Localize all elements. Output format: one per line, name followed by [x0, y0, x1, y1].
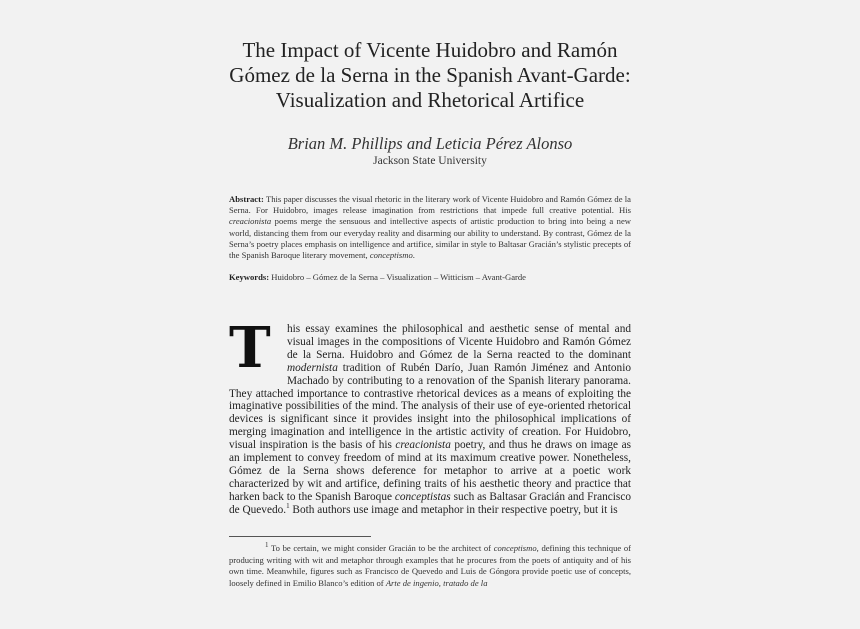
footnote-divider	[229, 536, 371, 537]
body-text-4: such as Baltasar Gracián and Francisco de Quevedo.	[229, 490, 631, 516]
footnote-em-2: Arte de ingenio, tratado de la	[385, 577, 488, 588]
keywords-label: Keywords:	[229, 272, 270, 282]
body-text	[229, 315, 631, 517]
paper-title	[180, 38, 680, 113]
body-text-2: tradition of Rubén Darío, Juan Ramón Jiménez and Antonio Machado by contributing to a renovation of the Spanish literary panorama. They attached importance to contrastive rhetorical devices as a means of exploiting the imaginative possibilities of the mind. The analysis of their use of eye-oriented rhetorical devices is significant since it provides insight into the philosophical implications of merging imagination and intelligence in the artistic activity of creation. For Huidobro, visual inspiration is the basis of his	[229, 361, 631, 452]
abstract-text-2: poems merge the sensuous and intellective aspects of artistic production to bring into being a new world, distancing them from our everyday reality and disarming our ability to understand. By contrast, Gómez de la Serna’s poetry places emphasis on intelligence and artifice, similar in style to Baltasar Gracián’s stylistic precepts of the Spanish Baroque literary movement,	[229, 216, 631, 261]
body-em-3: conceptistas	[394, 490, 451, 503]
footnote-text-1: To be certain, we might consider Gracián to be the architect of	[268, 543, 494, 553]
body-em-1: modernista	[287, 361, 338, 374]
title-line-3: Visualization and Rhetorical Artifice	[275, 88, 585, 112]
abstract	[229, 194, 631, 261]
body-paragraph	[229, 315, 631, 517]
abstract-text-1: This paper discusses the visual rhetoric in the literary work of Vicente Huidobro and Ramón Gómez de la Serna. For Huidobro, images release imagination from restrictions that impede full creative potential. His	[229, 194, 631, 216]
paper-affiliation: Jackson State University	[373, 155, 487, 167]
body-text-3: poetry, and thus he draws on image as an implement to convey freedom of mind at its maximum creative power. Nonetheless, Gómez de la Serna shows deference for metaphor to arrive at a poetic work characterized by wit and artifice, defining traits of his aesthetic theory and practice that harken back to the Spanish Baroque	[229, 439, 631, 503]
keywords-text: Huidobro – Gómez de la Serna – Visualization – Witticism – Avant-Garde	[269, 272, 527, 282]
body-text-1: his essay examines the philosophical and aesthetic sense of mental and visual images in the compositions of Vicente Huidobro and Ramón Gómez de la Serna. Huidobro and Gómez de la Serna reacted to the dominant	[287, 323, 631, 361]
keywords	[229, 272, 631, 283]
footnote-text-2: , defining this technique of producing writing with wit and metaphor through examples that he procures from the poets of antiquity and of his own time. Meanwhile, figures such as Francisco de Quevedo and Luis de Góngora provide poetic use of concepts, loosely defined in Emilio Blanco’s edition of	[229, 543, 631, 588]
footnote	[229, 543, 631, 589]
drop-cap: T	[229, 315, 271, 381]
abstract-text-3: .	[412, 250, 415, 261]
footnote-text	[229, 543, 631, 589]
abstract-label: Abstract:	[229, 194, 264, 204]
body-text-5: Both authors use image and metaphor in their respective poetry, but it is	[289, 503, 618, 516]
title-line-1: The Impact of Vicente Huidobro and Ramón	[242, 38, 618, 62]
footnote-reference[interactable]: 1	[286, 501, 290, 510]
abstract-em-2: conceptismo	[369, 250, 413, 261]
paper-authors: Brian M. Phillips and Leticia Pérez Alonso	[287, 134, 573, 153]
footnote-em-1: conceptismo	[493, 543, 537, 553]
body-em-2: creacionista	[395, 439, 451, 452]
footnote-number: 1	[265, 541, 269, 550]
abstract-em-1: creacionista	[229, 216, 272, 227]
title-line-2: Gómez de la Serna in the Spanish Avant-Garde:	[229, 63, 631, 87]
